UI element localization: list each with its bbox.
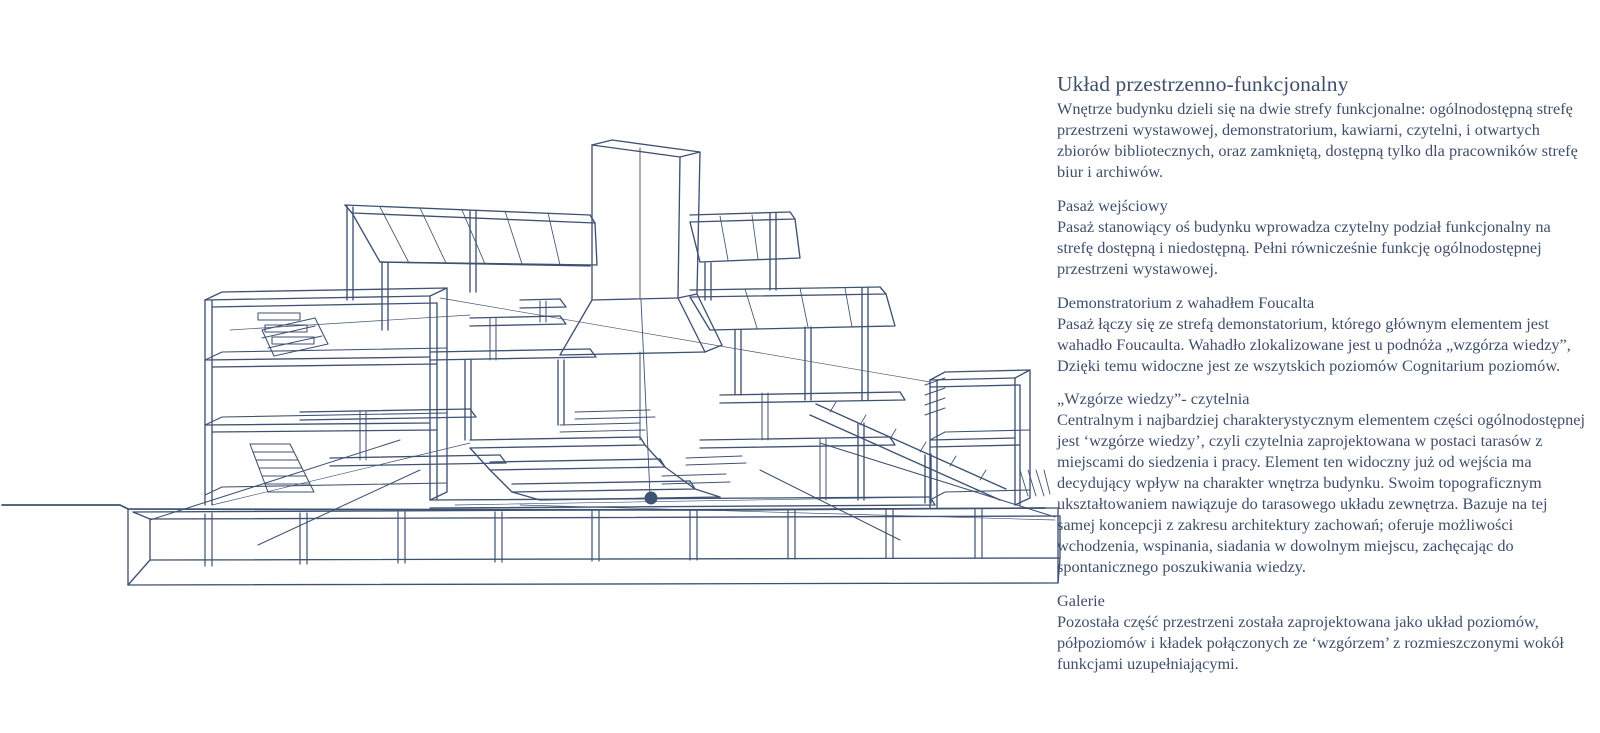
section-heading: Pasaż wejściowy (1057, 196, 1168, 216)
right-ramp (810, 402, 1006, 500)
foucault-pendulum (641, 300, 657, 504)
left-block-structure (205, 288, 447, 505)
section-heading: „Wzgórze wiedzy”- czytelnia (1057, 389, 1250, 409)
central-posts (465, 352, 640, 440)
upper-roof-right (690, 212, 800, 262)
upper-roof-left (345, 205, 597, 266)
section-pasaz-wejsciowy (1057, 196, 1587, 280)
intro-paragraph: Wnętrze budynku dzieli się na dwie strefy funkcjonalne: ogólnodostępną strefę przestrzeni wystawowej, demonstratorium, kawiarni, czytelni, i otwartych zbiorów bibliotecznych, oraz zamkniętą, dostępną tylko dla pracowników strefę biur i archiwów. (1057, 99, 1578, 182)
right-walkways (700, 392, 905, 500)
right-fins (925, 378, 945, 415)
section-body: Pasaż stanowiący oś budynku wprowadza czytelny podział funkcjonalny na strefę dostępną i niedostępną. Pełni równicześnie funkcję ogólnodostępnej przestrzeni wystawowej. (1057, 216, 1551, 278)
foundation-outline (128, 508, 1060, 585)
section-wzgorze-wiedzy (1057, 389, 1587, 577)
right-block-structure (930, 370, 1030, 508)
section-body: Centralnym i najbardziej charakterystycznym elementem części ogólnodostępnej jest ‘wzgórze wiedzy’, czyli czytelnia zaprojektowana w postaci tarasów z miejscami do siedzenia i pracy. Element ten widoczny już od wejścia ma decydujący wpływ na charakter wnętrza budynku. Swoim topograficznym ukształtowaniem nawiązuje do tarasowego układu zewnętrza. Bazuje na tej samej koncepcji z zakresu architektury zachowań; oferuje możliwości wchodzenia, wspinania, siadania w dowolnym miejscu, zachęcając do spontanicznego poszukiwania wiedzy. (1057, 410, 1586, 576)
section-galerie (1057, 591, 1587, 675)
section-body: Pozostała część przestrzeni została zaprojektowana jako układ poziomów, półpoziomów i kładek połączonych ze ‘wzgórzem’ z rozmieszczonymi wokół funkcjami uzupełniającymi. (1057, 611, 1564, 673)
description-panel (1057, 72, 1587, 687)
section-demonstratorium (1057, 293, 1587, 377)
section-heading: Galerie (1057, 590, 1105, 610)
section-heading: Demonstratorium z wahadłem Foucalta (1057, 292, 1315, 312)
second-roof-right (690, 287, 895, 330)
section-body: Pasaż łączy się ze strefą demonstatorium, którego głównym elementem jest wahadło Foucaulta. Wahadło zlokalizowane jest u podnóża „wzgórza wiedzy”, Dzięki temu widoczne jest ze wszytskich poziomów Cognitarium poziomów. (1057, 313, 1571, 375)
knowledge-hill-terraces (470, 437, 720, 500)
hill-seating-steps (560, 410, 746, 484)
upper-roof-left-supports (347, 206, 476, 330)
lower-left-walkways (300, 409, 506, 466)
hill-base-platform (430, 497, 935, 508)
sight-lines (212, 298, 1055, 520)
left-block-slabs (205, 348, 447, 495)
central-tower (592, 140, 700, 300)
right-hatching (1020, 470, 1050, 496)
central-mezzanines (430, 299, 596, 360)
upper-roof-right-supports (705, 213, 776, 300)
right-ramp-supports (858, 423, 931, 503)
page-title: Układ przestrzenno-funkcjonalny (1057, 72, 1349, 96)
